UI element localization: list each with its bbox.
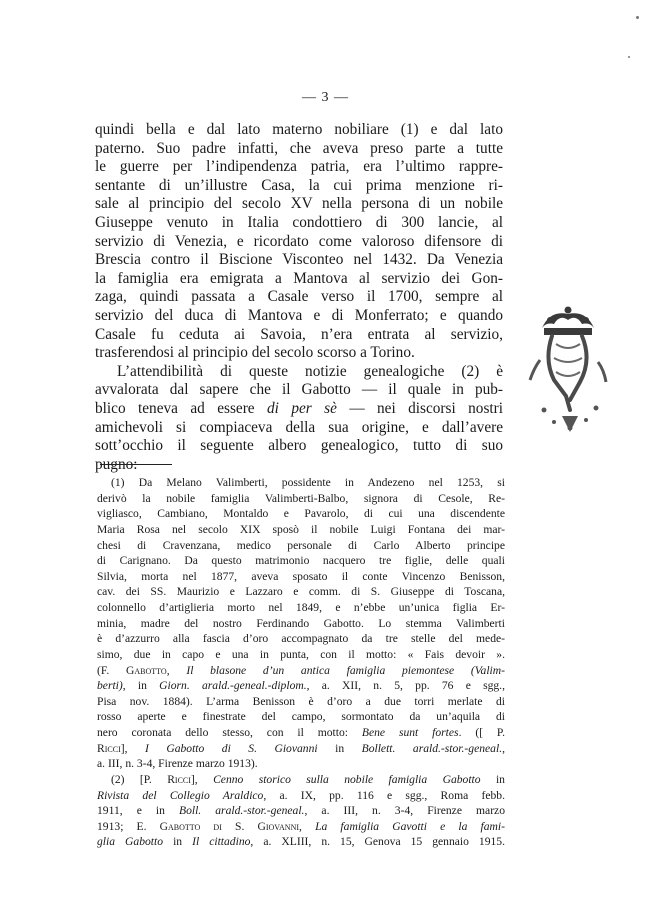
italic-title: Rivista del Collegio Araldico	[97, 788, 264, 802]
italic-title: Boll. arald.-stor.-geneal.	[178, 804, 305, 818]
body-line: trasferendosi al principio del secolo scorso a Torino.	[95, 344, 415, 362]
footnote-divider	[100, 464, 172, 465]
footnote-segment: (2) [P.	[111, 772, 168, 786]
italic-phrase: di per sè	[267, 399, 337, 417]
footnote-segment: . ([ P.	[458, 726, 505, 739]
italic-title: Cenno storico sulla nobile famiglia Gabotto	[213, 772, 481, 786]
footnote-line	[97, 819, 505, 835]
footnote-line: Pisa nov. 1884). L’arma Benisson è d’oro a due torri merlate di	[97, 694, 505, 708]
body-line	[95, 400, 503, 419]
footnote-segment: 1913; E.	[97, 819, 160, 833]
footnote-line: vigliasco, Cambiano, Montaldo e Pavarolo, di cui una discendente	[97, 507, 505, 521]
body-line: Casale fu ceduta ai Savoia, n’era entrata al servizio,	[95, 325, 503, 343]
footnote-line	[97, 803, 505, 819]
footnote-line: derivò la nobile famiglia Valimberti-Balbo, signora di Cesole, Re-	[97, 491, 505, 505]
italic-title: La famiglia Gavotti e la fami-	[315, 819, 505, 833]
footnote-line: Silvia, morta nel 1877, aveva sposato il conte Vincenzo Benisson,	[97, 569, 505, 583]
footnote-line: di Carignano. Da questo matrimonio nacquero tre figlie, delle quali	[97, 554, 505, 568]
footnote-line	[97, 663, 505, 679]
italic-title: Il cittadino	[192, 835, 251, 849]
print-speck	[636, 16, 639, 19]
body-line: pugno:	[95, 455, 138, 473]
author-name: Ricci	[97, 741, 121, 755]
page-number: — 3 —	[302, 90, 349, 105]
footnote-segment: (F.	[97, 663, 127, 677]
print-speck	[628, 56, 630, 58]
footnote-segment: ,	[299, 819, 316, 833]
body-segment: — nei discorsi nostri	[336, 399, 503, 417]
italic-title: Giorn. arald.-geneal.-diplom.	[159, 679, 307, 693]
heraldic-emblem-icon	[520, 300, 615, 440]
body-line: sott’occhio il seguente albero genealogico, tutto di suo	[95, 437, 503, 455]
body-line: servizio di Venezia, e ricordato come valoroso difensore di	[95, 232, 503, 250]
italic-title: Il blasone d’un antica famiglia piemontese (Valim-	[186, 663, 506, 677]
body-line: avvalorata dal sapere che il Gabotto — il quale in pub-	[95, 381, 503, 399]
footnote-segment: ,	[502, 741, 505, 755]
footnote-segment: , in	[122, 679, 160, 693]
footnote-segment: , a. III, n. 3-4, Firenze marzo	[304, 804, 505, 818]
footnote-line	[97, 741, 505, 757]
footnote-segment: , a. XII, n. 5, pp. 76 e sgg.,	[306, 679, 505, 693]
body-line: L’attendibilità di queste notizie genealogiche (2) è	[117, 362, 503, 380]
footnote-segment: ],	[190, 772, 214, 786]
italic-title: Bollett. arald.-stor.-geneal.	[361, 741, 503, 755]
author-name: Gabotto	[126, 663, 167, 677]
body-line: zaga, quindi passata a Casale verso il 1700, sempre al	[95, 288, 503, 306]
footnote-line: simo, due in capo e una in punta, con il motto: « Fais devoir ».	[97, 647, 505, 661]
footnote-line	[97, 725, 505, 741]
footnote-line: minia, madre del nostro Ferdinando Gabotto. Lo stemma Valimberti	[97, 616, 505, 630]
footnote-segment: in	[480, 772, 505, 786]
body-line: Giuseppe venuto in Italia condottiero di 300 lancie, al	[95, 213, 503, 231]
footnote-line: è d’azzurro alla fascia d’oro accompagnato da tre stelle del mede-	[97, 632, 505, 646]
author-name: Ricci	[167, 772, 191, 786]
footnote-line: colonnello d’artiglieria morto nel 1849, e n’ebbe un’unica figlia Er-	[97, 601, 505, 614]
italic-title: glia Gabotto	[97, 835, 164, 849]
footnote-line: chesi di Cravenzana, medico personale di Carlo Alberto principe	[97, 538, 505, 552]
footnote-line: (1) Da Melano Valimberti, possidente in Andezeno nel 1253, si	[111, 476, 505, 489]
footnote-segment: nero coronata dello stesso, con il motto:	[97, 726, 362, 739]
body-line: la famiglia era emigrata a Mantova al servizio dei Gon-	[95, 269, 503, 287]
footnote-line	[97, 678, 505, 694]
footnote-line: cav. dei SS. Maurizio e Lazzaro e comm. di S. Giuseppe di Toscana,	[97, 585, 505, 599]
body-line: sale al principio del secolo XV nella persona di un nobile	[95, 195, 503, 213]
italic-title: I Gabotto di S. Giovanni	[144, 741, 318, 755]
italic-title: berti)	[97, 679, 123, 693]
footnote-segment: , a. XLIII, n. 15, Genova 15 gennaio 1915.	[250, 835, 505, 849]
body-line: le guerre per l’indipendenza patria, era l’ultimo rappre-	[95, 158, 503, 176]
footnote-segment: ,	[166, 663, 187, 677]
body-line: sentante di un’illustre Casa, la cui prima menzione ri-	[95, 176, 503, 194]
footnote-line	[97, 772, 505, 788]
footnote-line	[97, 834, 505, 850]
body-line: servizio del duca di Mantova e di Monferrato; e quando	[95, 306, 503, 324]
footnote-line: rosso aperte e finestrate del campo, sormontato da un’aquila di	[97, 710, 505, 724]
author-name: Gabotto di S. Giovanni	[159, 819, 300, 833]
footnote-line	[97, 788, 505, 804]
footnote-segment: 1911, e in	[97, 804, 179, 818]
footnote-segment: in	[163, 835, 193, 849]
body-line: quindi bella e dal lato materno nobiliare (1) e dal lato	[95, 121, 503, 138]
footnote-segment: ],	[120, 741, 145, 755]
body-line: paterno. Suo padre infatti, che aveva preso parte a tutte	[95, 139, 503, 157]
footnote-segment: , a. IX, pp. 116 e sgg., Roma febb.	[263, 788, 505, 802]
footnote-segment: in	[317, 741, 362, 755]
footnotes	[97, 475, 505, 850]
footnote-line: Maria Rosa nel secolo XIX sposò il nobile Luigi Fontana dei mar-	[97, 522, 505, 536]
italic-title: Bene sunt fortes	[361, 726, 459, 739]
body-segment: blico teneva ad essere	[95, 399, 267, 417]
body-text	[95, 121, 503, 474]
body-line: Brescia contro il Biscione Visconteo nel 1432. Da Venezia	[95, 251, 503, 269]
footnote-line: a. III, n. 3-4, Firenze marzo 1913).	[97, 757, 258, 771]
body-line: amichevoli si compiaceva della sua origine, e dall’avere	[95, 418, 503, 436]
